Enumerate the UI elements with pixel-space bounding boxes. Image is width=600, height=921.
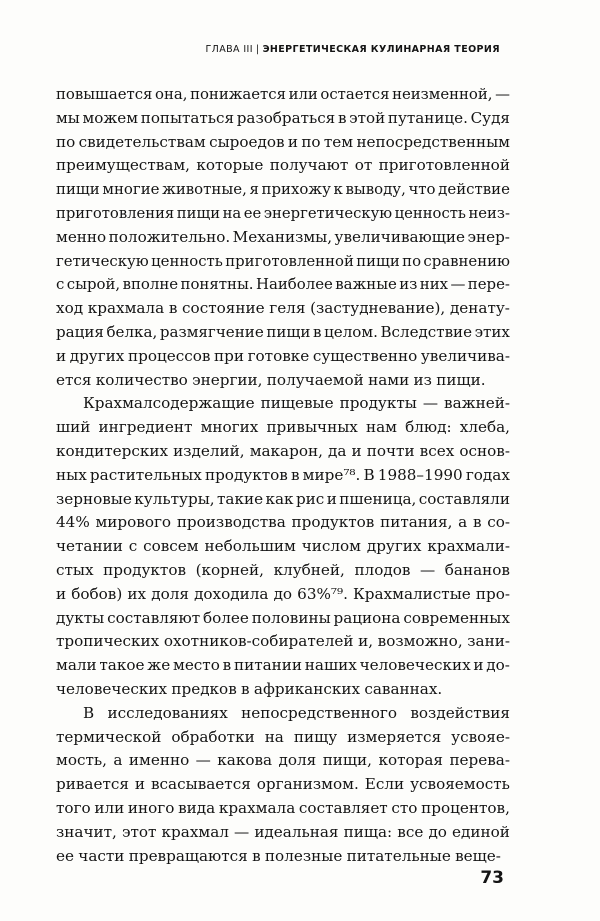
text-line: мы можем попытаться разобраться в этой путанице. Судя [56,108,510,127]
running-head-separator: | [255,44,260,55]
text-line: с сырой, вполне понятны. Наиболее важные из них — пере- [56,275,510,294]
text-line: ее части превращаются в полезные питательные веще- [56,846,501,865]
text-line: приготовления пищи на ее энергетическую ценность неиз- [56,204,510,222]
text-line: значит, этот крахмал — идеальная пища: все до единой [56,822,510,841]
text-line: стых продуктов (корней, клубней, плодов — бананов [56,560,510,579]
text-line: зерновые культуры, такие как рис и пшеница, составляли [56,489,510,508]
body-text [56,83,510,868]
paragraph [56,392,510,701]
text-line: гетическую ценность приготовленной пищи по сравнению [56,251,510,270]
text-line: В исследованиях непосредственного воздействия [83,703,510,722]
running-head [205,44,500,55]
text-line: ных растительных продуктов в мире⁷⁸. В 1988–1990 годах [56,465,510,484]
text-line: ется количество энергии, получаемой нами из пищи. [56,370,486,389]
text-line: ривается и всасывается организмом. Если усвояемость [56,775,510,794]
text-line: повышается она, понижается или остается неизменной, — [56,85,510,103]
text-line: четании с совсем небольшим числом других крахмали- [56,537,510,556]
paragraph [56,702,510,869]
chapter-label: ГЛАВА III [205,44,253,55]
text-line: и других процессов при готовке существенно увеличива- [56,346,510,365]
chapter-title: ЭНЕРГЕТИЧЕСКАЯ КУЛИНАРНАЯ ТЕОРИЯ [262,44,500,55]
page-number: 73 [480,868,504,888]
text-line: мость, а именно — какова доля пищи, которая перева- [56,751,510,770]
text-line: мали такое же место в питании наших человеческих и до- [56,656,510,675]
text-line: человеческих предков в африканских саваннах. [56,679,443,698]
text-line: 44% мирового производства продуктов питания, а в со- [56,513,510,532]
text-line: по свидетельствам сыроедов и по тем непосредственным [56,132,510,151]
text-line: тропических охотников-собирателей и, возможно, зани- [56,632,510,651]
text-line: дукты составляют более половины рациона современных [56,608,510,627]
text-line: ший ингредиент многих привычных нам блюд: хлеба, [56,418,510,437]
text-line: менно положительно. Механизмы, увеличивающие энер- [56,227,510,246]
text-line: рация белка, размягчение пищи в целом. Вследствие этих [56,322,510,341]
text-line: пищи многие животные, я прихожу к выводу, что действие [56,180,510,199]
text-line: кондитерских изделий, макарон, да и почти всех основ- [56,441,510,460]
text-line: ход крахмала в состояние геля (застудневание), денату- [56,299,510,318]
text-line: и бобов) их доля доходила до 63%⁷⁹. Крахмалистые про- [56,584,510,603]
text-line: того или иного вида крахмала составляет сто процентов, [56,798,510,817]
text-line: Крахмалсодержащие пищевые продукты — важней- [83,394,510,413]
text-line: преимуществам, которые получают от приготовленной [56,156,510,175]
text-line: термической обработки на пищу измеряется усвояе- [56,727,510,746]
paragraph [56,83,510,392]
